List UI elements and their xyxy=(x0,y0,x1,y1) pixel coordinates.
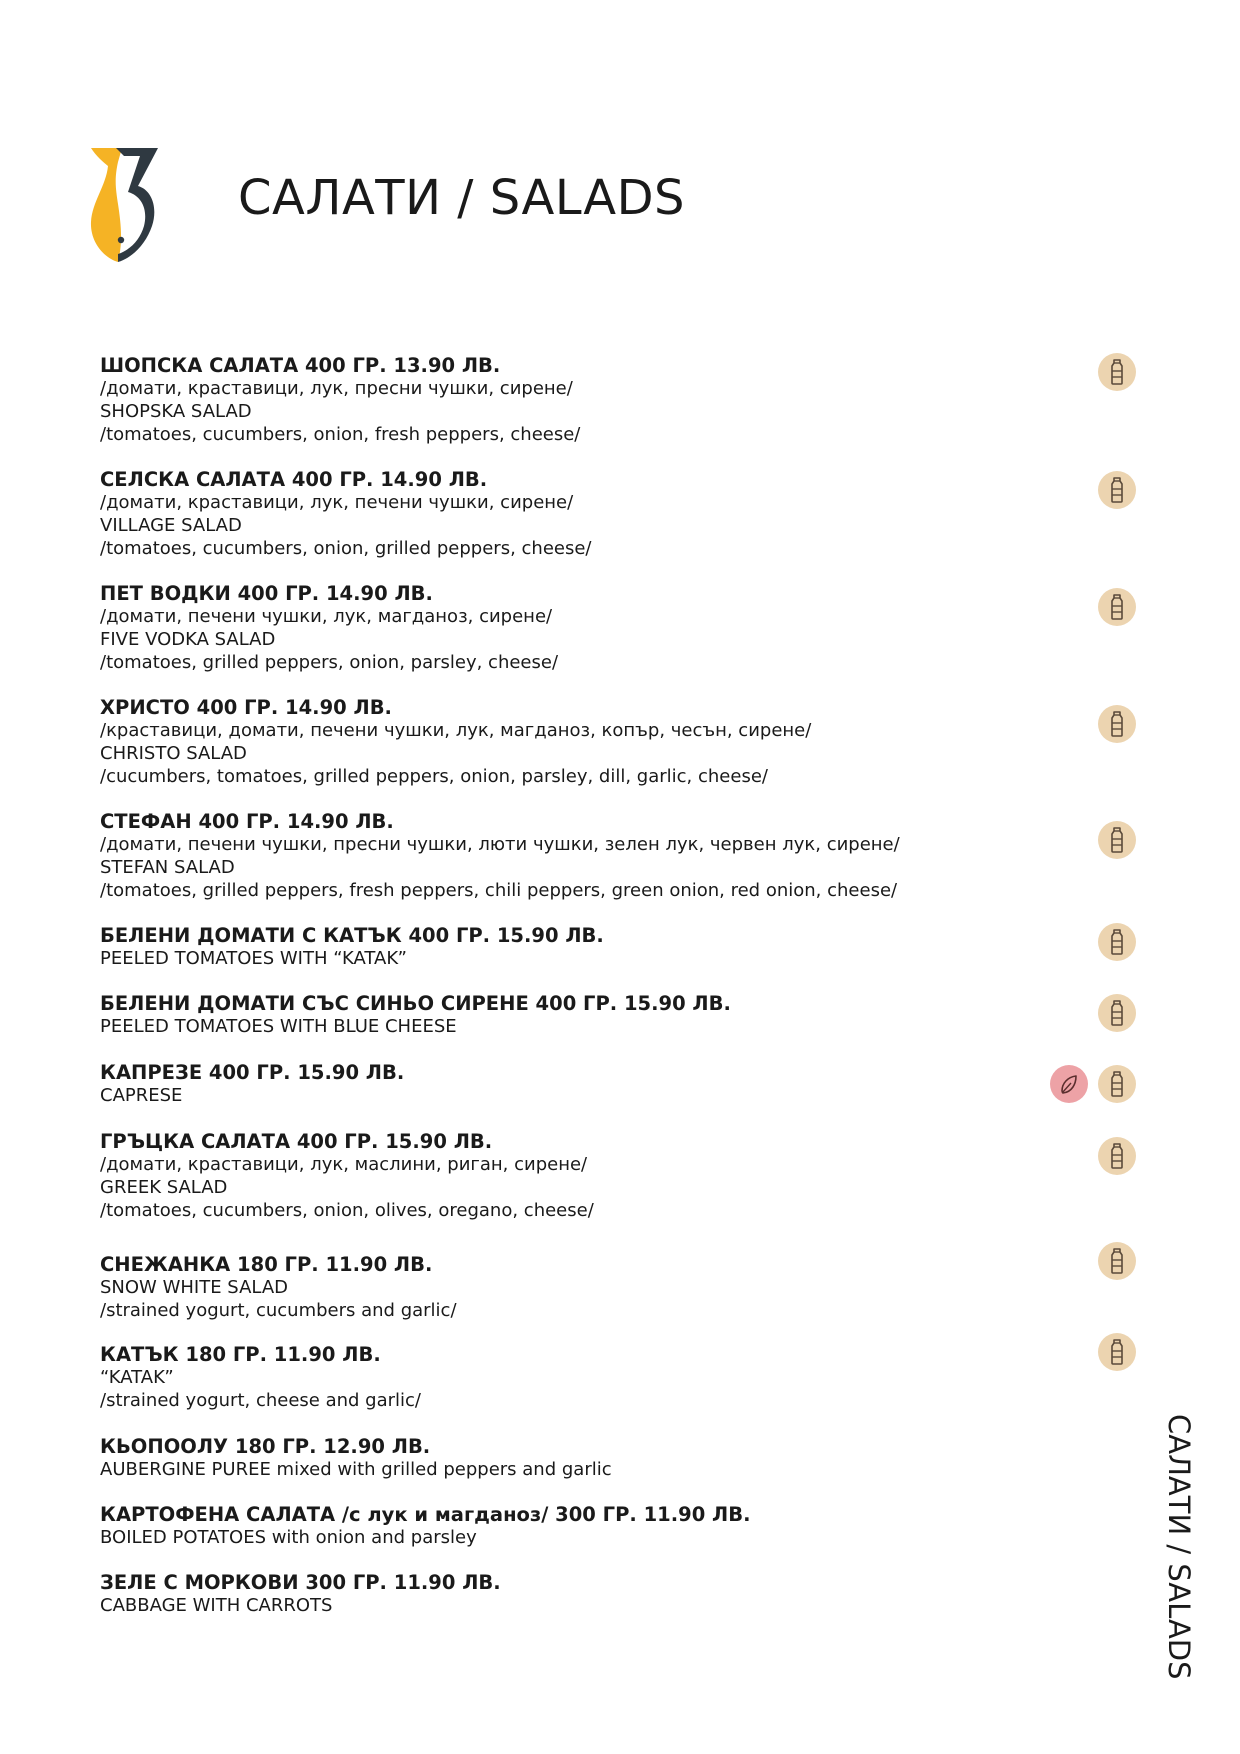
menu-item xyxy=(100,696,1080,788)
menu-item xyxy=(100,1571,1080,1617)
menu-item-description: SHOPSKA SALAD xyxy=(100,401,252,422)
menu-item-description: /домати, печени чушки, пресни чушки, люти чушки, зелен лук, червен лук, сирене/ xyxy=(100,834,900,855)
menu-item-name: БЕЛЕНИ ДОМАТИ С КАТЪК 400 ГР. 15.90 ЛВ. xyxy=(100,924,604,947)
menu-item-name: КАПРЕЗЕ 400 ГР. 15.90 ЛВ. xyxy=(100,1061,405,1084)
menu-item-description: /домати, печени чушки, лук, магданоз, сирене/ xyxy=(100,606,553,627)
milk-bottle-icon xyxy=(1098,353,1136,391)
menu-item xyxy=(100,1061,1080,1107)
menu-item-description: “KATAK” xyxy=(100,1367,174,1388)
menu-item xyxy=(100,810,1080,902)
vegetarian-icon xyxy=(1050,1065,1088,1103)
menu-item-description: GREEK SALAD xyxy=(100,1177,228,1198)
menu-item-description: AUBERGINE PUREE mixed with grilled peppers and garlic xyxy=(100,1459,612,1480)
menu-item-name: СНЕЖАНКА 180 ГР. 11.90 ЛВ. xyxy=(100,1253,433,1276)
menu-item-description: FIVE VODKA SALAD xyxy=(100,629,276,650)
page-title: САЛАТИ / SALADS xyxy=(238,170,685,226)
menu-item-description: /cucumbers, tomatoes, grilled peppers, onion, parsley, dill, garlic, cheese/ xyxy=(100,766,768,787)
menu-item-name: ПЕТ ВОДКИ 400 ГР. 14.90 ЛВ. xyxy=(100,582,433,605)
milk-bottle-icon xyxy=(1098,1065,1136,1103)
milk-bottle-icon xyxy=(1098,588,1136,626)
menu-item-description: /tomatoes, cucumbers, onion, olives, oregano, cheese/ xyxy=(100,1200,594,1221)
milk-bottle-icon xyxy=(1098,994,1136,1032)
menu-item xyxy=(100,582,1080,674)
milk-bottle-icon xyxy=(1098,821,1136,859)
menu-item-name: СТЕФАН 400 ГР. 14.90 ЛВ. xyxy=(100,810,394,833)
menu-item xyxy=(100,1253,1080,1322)
milk-bottle-icon xyxy=(1098,1137,1136,1175)
side-title: САЛАТИ / SALADS xyxy=(1162,1414,1196,1680)
menu-item-name: КАТЪК 180 ГР. 11.90 ЛВ. xyxy=(100,1343,381,1366)
milk-bottle-icon xyxy=(1098,1242,1136,1280)
menu-item-description: CAPRESE xyxy=(100,1085,183,1106)
menu-item-description: /tomatoes, grilled peppers, fresh peppers, chili peppers, green onion, red onion, cheese/ xyxy=(100,880,898,901)
menu-item xyxy=(100,354,1080,446)
menu-item xyxy=(100,924,1080,970)
menu-item-description: VILLAGE SALAD xyxy=(100,515,242,536)
milk-bottle-icon xyxy=(1098,705,1136,743)
menu-item-name: СЕЛСКА САЛАТА 400 ГР. 14.90 ЛВ. xyxy=(100,468,488,491)
milk-bottle-icon xyxy=(1098,471,1136,509)
menu-item-description: /strained yogurt, cheese and garlic/ xyxy=(100,1390,421,1411)
menu-item-description: /домати, краставици, лук, маслини, риган, сирене/ xyxy=(100,1154,588,1175)
menu-item-description: STEFAN SALAD xyxy=(100,857,235,878)
menu-item-description: /tomatoes, grilled peppers, onion, parsley, cheese/ xyxy=(100,652,559,673)
menu-item-description: PEELED TOMATOES WITH “KATAK” xyxy=(100,948,407,969)
milk-bottle-icon xyxy=(1098,1333,1136,1371)
menu-item-description: /домати, краставици, лук, пресни чушки, сирене/ xyxy=(100,378,573,399)
menu-item-description: /tomatoes, cucumbers, onion, fresh peppers, cheese/ xyxy=(100,424,581,445)
menu-item-name: КЬОПООЛУ 180 ГР. 12.90 ЛВ. xyxy=(100,1435,431,1458)
menu-item-description: /strained yogurt, cucumbers and garlic/ xyxy=(100,1300,457,1321)
menu-item-name: ШОПСКА САЛАТА 400 ГР. 13.90 ЛВ. xyxy=(100,354,501,377)
menu-item-description: BOILED POTATOES with onion and parsley xyxy=(100,1527,477,1548)
menu-item-description: /tomatoes, cucumbers, onion, grilled peppers, cheese/ xyxy=(100,538,592,559)
menu-item xyxy=(100,1435,1080,1481)
menu-item xyxy=(100,468,1080,560)
menu-item-description: CHRISTO SALAD xyxy=(100,743,247,764)
menu-item-description: PEELED TOMATOES WITH BLUE CHEESE xyxy=(100,1016,457,1037)
menu-item xyxy=(100,992,1080,1038)
menu-item-description: /краставици, домати, печени чушки, лук, магданоз, копър, чесън, сирене/ xyxy=(100,720,812,741)
menu-item-name: ГРЪЦКА САЛАТА 400 ГР. 15.90 ЛВ. xyxy=(100,1130,493,1153)
menu-item-name: КАРТОФЕНА САЛАТА /с лук и магданоз/ 300 ГР. 11.90 ЛВ. xyxy=(100,1503,751,1526)
milk-bottle-icon xyxy=(1098,923,1136,961)
menu-item-description: CABBAGE WITH CARROTS xyxy=(100,1595,333,1616)
menu-item-description: SNOW WHITE SALAD xyxy=(100,1277,288,1298)
menu-item-name: ЗЕЛЕ С МОРКОВИ 300 ГР. 11.90 ЛВ. xyxy=(100,1571,501,1594)
menu-item-description: /домати, краставици, лук, печени чушки, сирене/ xyxy=(100,492,574,513)
menu-item xyxy=(100,1130,1080,1222)
menu-item-name: БЕЛЕНИ ДОМАТИ СЪС СИНЬО СИРЕНЕ 400 ГР. 15.90 ЛВ. xyxy=(100,992,731,1015)
menu-item xyxy=(100,1343,1080,1412)
menu-item xyxy=(100,1503,1080,1549)
menu-item-name: ХРИСТО 400 ГР. 14.90 ЛВ. xyxy=(100,696,392,719)
